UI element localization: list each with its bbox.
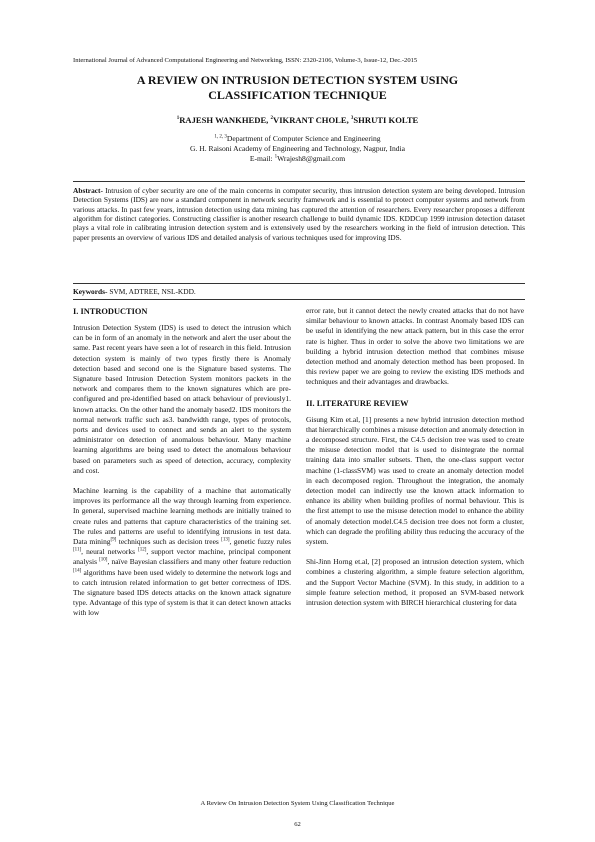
author-3: SHRUTI KOLTE [353, 115, 419, 125]
author-2-number: 2 [270, 116, 273, 122]
literature-paragraph-1: Gisung Kim et.al, [1] presents a new hybrid intrusion detection method that hierarchically combines a misuse detection and anomaly detection in a decomposed structure. First, the C4.5 decision tree was used to create the misuse detection model that is used to disintegrate the normal training data into smaller subsets. Then, the one-class support vector machine (1-classSVM) was used to create an anomaly detection model in each decomposed region. Throughout the integration, the anomaly detection model can indirectly use the known attack information to enhance its ability when building profiles of normal behaviour. This is the first attempt to use the misuse detection model to enhance the ability of anomaly detection model.C4.5 decision tree does not form a cluster, which can degrade the profiling ability thus reducing the accuracy of the system. [306, 414, 524, 547]
right-column [306, 306, 524, 618]
author-2: VIKRANT CHOLE, [272, 115, 351, 125]
introduction-paragraph-3: error rate, but it cannot detect the newly created attacks that do not have similar behaviour to known attacks. In contrast Anomaly based IDS can be useful in identifying the new attack pattern, but in this case the error rate is higher. Thus in order to solve the above two limitations we are building a hybrid intrusion detection method that combines misuse detection method and anomaly detection method has been proposed. In this review paper we are going to review the existing IDS methods and techniques and their advantages and drawbacks. [306, 306, 524, 387]
institution-name: G. H. Raisoni Academy of Engineering and Technology, Nagpur, India [189, 144, 406, 153]
email-address[interactable]: Wrajesh8@gmail.com [277, 154, 346, 163]
running-head: International Journal of Advanced Computational Engineering and Networking, ISSN: 2320-2106, Volume-3, Issue-12, Dec.-2015 [73, 57, 418, 64]
paper-title [60, 73, 535, 103]
page-number: 62 [294, 821, 301, 828]
left-column [73, 306, 291, 629]
text-run: techniques such as decision trees [116, 537, 222, 547]
text-run: , genetic fuzzy rules [229, 537, 291, 547]
text-run: algorithms have been used widely to determine the network logs and to catch intrusion related information to get better correctness of IDS. The signature based IDS detects attacks on the known attack signature type. Advantage of this type of system is that it can detect known attacks with low [73, 567, 291, 618]
keywords-text: SVM, ADTREE, NSL-KDD. [107, 287, 196, 296]
text-run: Machine learning is the capability of a machine that automatically improves its performance all the way through learning from experience. In general, supervised machine learning methods are initially trained to create rules and patterns that capture characteristics of the training set. The rules and patterns are useful to identifying intrusions in test data. Data mining [73, 486, 291, 547]
author-3-number: 3 [350, 116, 354, 122]
introduction-heading: I. INTRODUCTION [73, 307, 148, 316]
keywords-bottom-rule [73, 299, 525, 300]
citation: [14] [73, 568, 82, 574]
author-1-number: 1 [176, 116, 180, 122]
text-run: , neural networks [81, 547, 139, 557]
affiliation-department [60, 134, 535, 144]
running-footer: A Review On Intrusion Detection System Using Classification Technique [200, 800, 395, 807]
literature-review-heading: II. LITERATURE REVIEW [306, 398, 409, 408]
author-1: RAJESH WANKHEDE, [179, 115, 271, 125]
citation: [13] [221, 537, 230, 543]
text-run: , naïve Bayesian classifiers and many other feature reduction [107, 557, 291, 567]
affiliation-numbers: 1, 2, 3 [214, 134, 227, 140]
introduction-paragraph-1: Intrusion Detection System (IDS) is used to detect the intrusion which can be in form of an anomaly in the network and alert the user about the same. Past recent years have seen a lot of research in this field. Intrusion detection system is mainly of two types firstly there is Anomaly detection based and second one is the Signature based systems. The Signature based Intrusion Detection System monitors packets in the network and compares them to the known signatures which are pre-configured and pre-identified based on attack behaviour of previously1. known attacks. On the other hand the anomaly based2. IDS monitors the normal network traffic such as3. bandwidth range, types of protocols, ports and devices used to connect and sends an alert to the system administrator on detection of anomalous behaviour. Many machine learning algorithms are being used to detect the anomalous behaviour based on parameters such as speed of detection, accuracy, complexity and cost. [73, 323, 291, 475]
abstract-text: Intrusion of cyber security are one of the main concerns in computer security, thus intrusion detection system are being developed. Intrusion Detection Systems (IDS) are now a standard component in network security framework and is essential to protect computer systems and network from various attacks. In past few years, intrusion detection using data mining has captured the attention of researchers. Every researcher proposes a different algorithm for distinct categories. Constructing classifier is another research challenge to build dynamic IDS. KDDCup 1999 intrusion detection dataset plays a vital role in calibrating intrusion detection system and is extensively used by the researchers working in the field of intrusion detection. This paper presents an overview of various IDS and detailed analysis of various techniques used for improving IDS. [73, 186, 525, 242]
title-line-2: CLASSIFICATION TECHNIQUE [208, 88, 387, 102]
literature-paragraph-2: Shi-Jinn Horng et.al, [2] proposed an intrusion detection system, which combines a clustering algorithm, a simple feature selection algorithm, and the Support Vector Machine (SVM). In this study, in addition to a simple feature selection method, it proposed an SVM-based network intrusion detection system with BIRCH hierarchical clustering for data [306, 557, 524, 608]
citation: [11] [73, 547, 82, 553]
citation: [9] [110, 537, 117, 543]
keywords-label: Keywords- [73, 287, 108, 296]
keywords-top-rule [73, 283, 525, 284]
abstract-label: Abstract- [73, 186, 103, 195]
department-name: Department of Computer Science and Engineering [226, 134, 381, 143]
text-run: , support vector machine, principal component analysis [73, 547, 291, 567]
citation: [10] [99, 557, 108, 563]
email-label: E-mail: [249, 154, 275, 163]
keywords [73, 287, 525, 296]
abstract-top-rule [73, 181, 525, 182]
author-email [60, 154, 535, 164]
affiliation [60, 134, 535, 164]
email-number: 1 [274, 154, 278, 160]
citation: [12] [138, 547, 147, 553]
title-line-1: A REVIEW ON INTRUSION DETECTION SYSTEM USING [136, 73, 459, 87]
abstract [73, 186, 525, 242]
introduction-paragraph-2 [73, 486, 291, 619]
author-list [60, 115, 535, 125]
